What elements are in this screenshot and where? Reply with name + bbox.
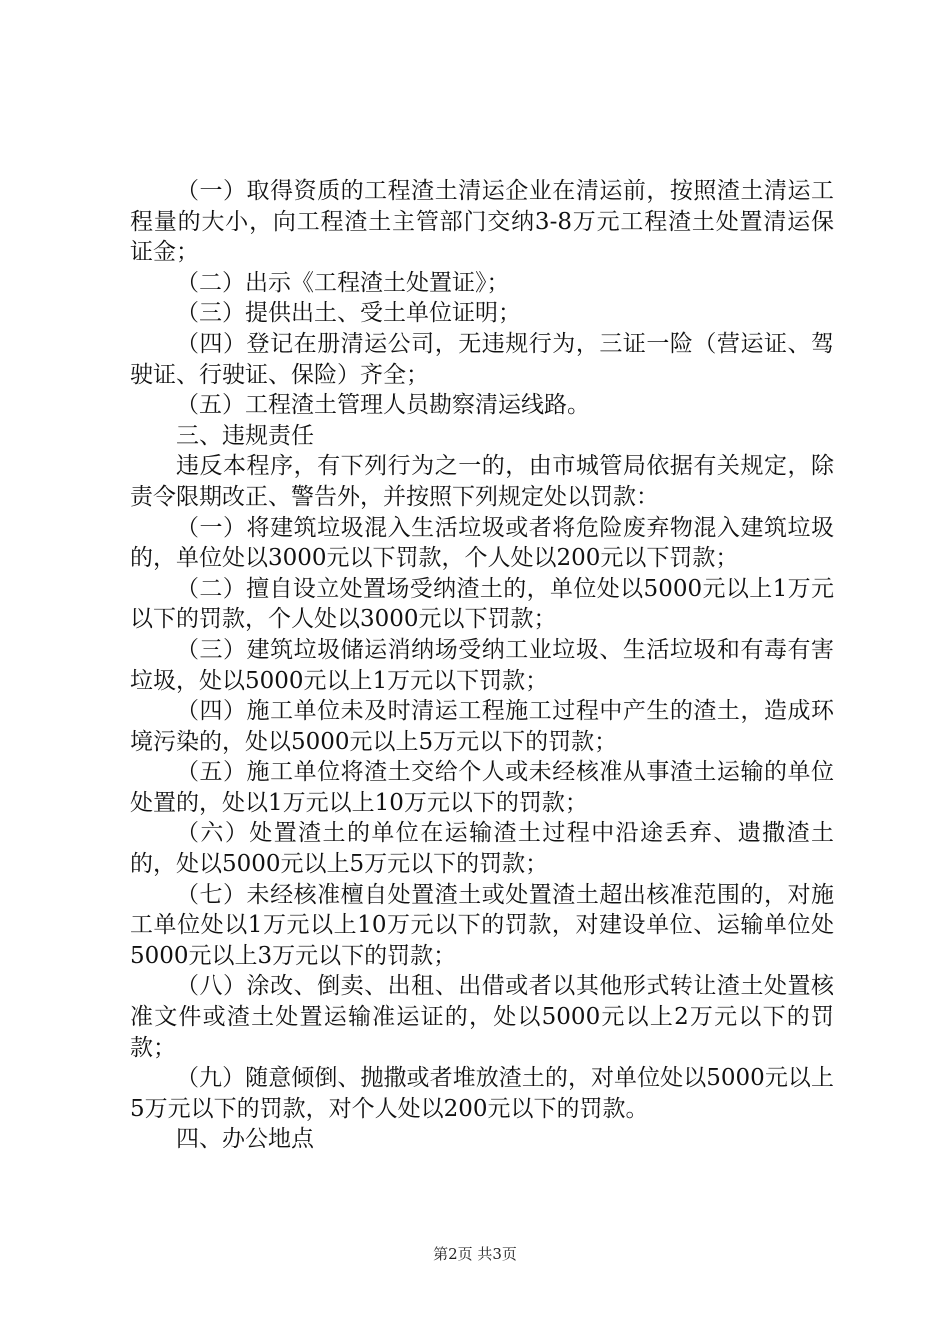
paragraph-penalty-7: （七）未经核准檀自处置渣土或处置渣土超出核准范围的，对施工单位处以1万元以上10万元以下的罚款，对建设单位、运输单位处5000元以上3万元以下的罚款； <box>130 881 834 969</box>
paragraph-penalty-8: （八）涂改、倒卖、出租、出借或者以其他形式转让渣土处置核准文件或渣土处置运输准运证的，处以5000元以上2万元以下的罚款； <box>130 973 834 1061</box>
section-heading-office-location: 四、办公地点 <box>176 1126 314 1153</box>
section-heading-violation-liability: 三、违规责任 <box>176 422 314 449</box>
page-number-footer: 第2页 共3页 <box>433 1245 517 1263</box>
paragraph-penalty-3: （三）建筑垃圾储运消纳场受纳工业垃圾、生活垃圾和有毒有害垃圾，处以5000元以上1万元以下罚款； <box>130 636 834 694</box>
paragraph-show-certificate: （二）出示《工程渣土处置证》； <box>176 269 510 296</box>
paragraph-survey-route: （五）工程渣土管理人员勘察清运线路。 <box>176 392 590 419</box>
paragraph-qualified-enterprise-deposit: （一）取得资质的工程渣土清运企业在清运前，按照渣土清运工程量的大小，向工程渣土主管部门交纳3-8万元工程渣土处置清运保证金； <box>130 178 834 266</box>
paragraph-penalty-9: （九）随意倾倒、抛撒或者堆放渣土的，对单位处以5000元以上5万元以下的罚款，对个人处以200元以下的罚款。 <box>130 1065 834 1122</box>
paragraph-violation-intro: 违反本程序，有下列行为之一的，由市城管局依据有关规定，除责令限期改正、警告外，并按照下列规定处以罚款： <box>130 453 834 510</box>
document-body <box>130 176 834 1155</box>
paragraph-penalty-2: （二）擅自设立处置场受纳渣土的，单位处以5000元以上1万元以下的罚款，个人处以3000元以下罚款； <box>130 575 834 633</box>
paragraph-penalty-4: （四）施工单位未及时清运工程施工过程中产生的渣土，造成环境污染的，处以5000元以上5万元以下的罚款； <box>130 698 834 755</box>
paragraph-penalty-6: （六）处置渣土的单位在运输渣土过程中沿途丢弃、遗撒渣土的，处以5000元以上5万元以下的罚款； <box>130 820 834 878</box>
paragraph-penalty-1: （一）将建筑垃圾混入生活垃圾或者将危险废弃物混入建筑垃圾的，单位处以3000元以下罚款，个人处以200元以下罚款； <box>130 514 834 572</box>
paragraph-provide-proof: （三）提供出土、受土单位证明； <box>176 300 521 327</box>
paragraph-penalty-5: （五）施工单位将渣土交给个人或未经核准从事渣土运输的单位处置的，处以1万元以上10万元以下的罚款； <box>130 759 834 816</box>
paragraph-registered-company: （四）登记在册清运公司，无违规行为，三证一险（营运证、驾驶证、行驶证、保险）齐全； <box>130 330 834 388</box>
